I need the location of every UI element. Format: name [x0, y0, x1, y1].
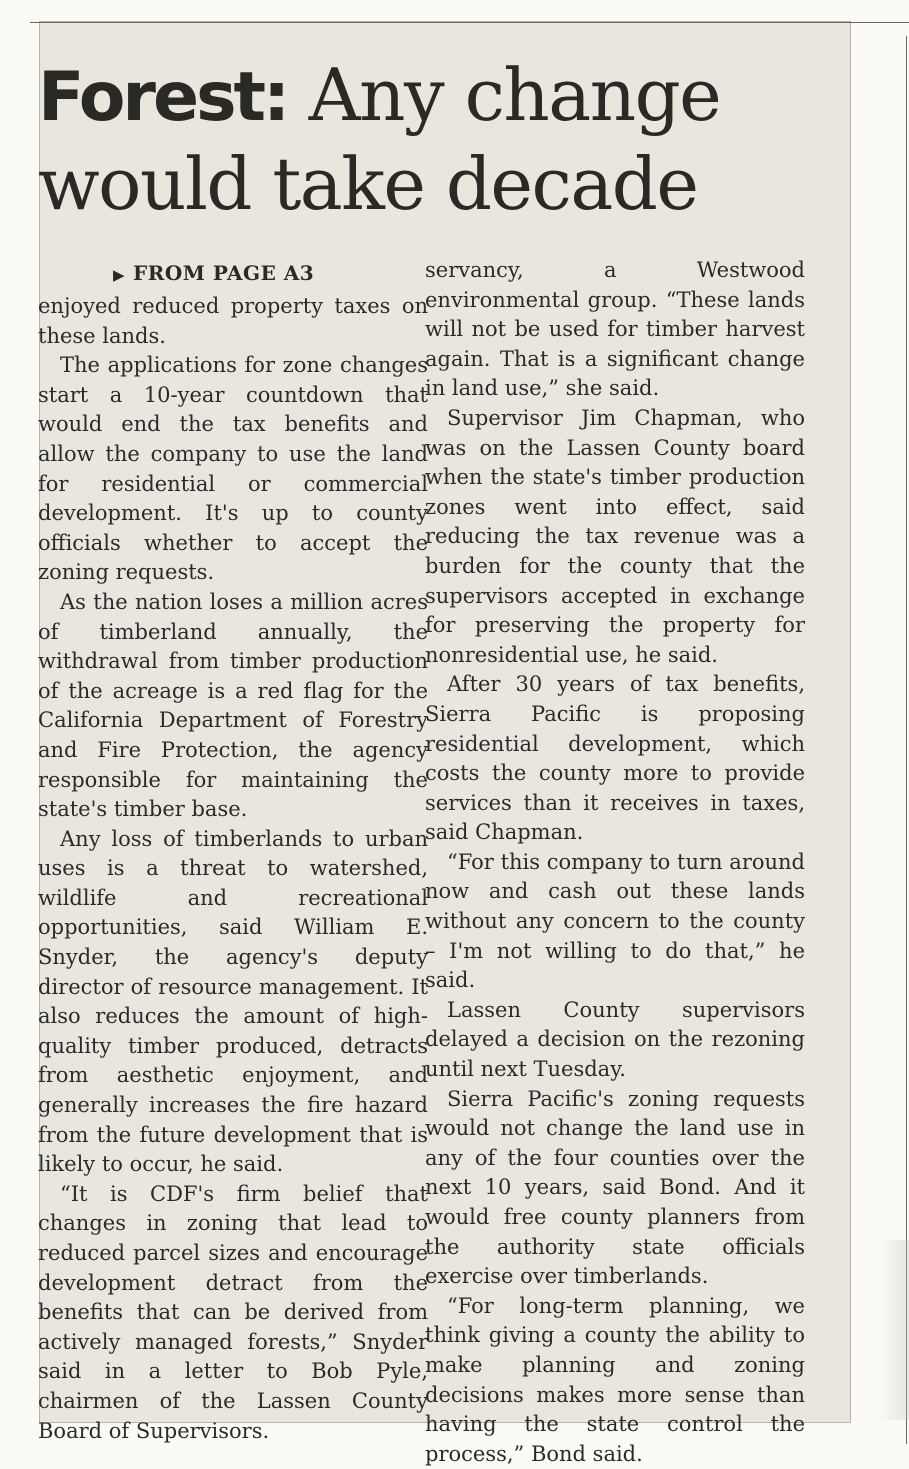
paragraph: “For this company to turn around now and cash out these lands without any concern to the county – I'm not willing to do that,” he said. — [425, 849, 805, 993]
paragraph: Sierra Pacific's zoning requests would not change the land use in any of the four counties over the next 10 years, said Bond. And it would free county planners from the authority state officials exercise over timberlands. — [425, 1086, 805, 1289]
paragraph: “For long-term planning, we think giving a county the ability to make planning and zoning decisions makes more sense than having the state control the process,” Bond said. — [425, 1293, 805, 1466]
paragraph: “It is CDF's firm belief that changes in zoning that lead to reduced parcel sizes and encourage development detract from the benefits that can be derived from actively managed forests,” Snyder said in a letter to Bob Pyle, chairmen of the Lassen County Board of Supervisors. — [38, 1181, 428, 1443]
jump-line — [38, 256, 428, 292]
paragraph: The applications for zone changes start a 10-year countdown that would end the tax benefits and allow the company to use the land for residential or commercial development. It's up to county officials whether to accept the zoning requests. — [38, 353, 428, 585]
right-rule — [906, 36, 907, 1444]
paragraph: servancy, a Westwood environmental group. “These lands will not be used for timber harvest again. That is a significant change in land use,” she said. — [425, 258, 805, 401]
top-rule — [30, 22, 909, 23]
paragraph: As the nation loses a million acres of timberland annually, the withdrawal from timber production of the acreage is a red flag for the California Department of Forestry and Fire Protection, the agency responsible for maintaining the state's timber base. — [38, 589, 428, 822]
paragraph: enjoyed reduced property taxes on these lands. — [38, 294, 428, 348]
headline — [38, 52, 798, 227]
article-column-1 — [38, 256, 428, 1446]
paragraph: Supervisor Jim Chapman, who was on the Lassen County board when the state's timber production zones went into effect, said reducing the tax revenue was a burden for the county that the supervisors accepted in exchange for preserving the property for nonresidential use, he said. — [425, 405, 805, 667]
triangle-right-icon: ▶ — [113, 266, 126, 284]
headline-kicker: Forest: — [38, 58, 288, 137]
paragraph: Any loss of timberlands to urban uses is a threat to watershed, wildlife and recreational opportunities, said William E. Snyder, the agency's deputy director of resource management. It also reduces the amount of high-quality timber produced, detracts from aesthetic enjoyment, and generally increases the fire hazard from the future development that is likely to occur, he said. — [38, 826, 428, 1177]
headline-text: Any change would take decade — [38, 53, 721, 226]
article-column-2 — [425, 256, 805, 1469]
paragraph: After 30 years of tax benefits, Sierra Pacific is proposing residential development, which costs the county more to provide services than it receives in taxes, said Chapman. — [425, 672, 805, 845]
jump-label: FROM PAGE A3 — [133, 261, 315, 285]
paragraph: Lassen County supervisors delayed a decision on the rezoning until next Tuesday. — [425, 997, 805, 1082]
paper-shadow — [879, 1240, 909, 1420]
